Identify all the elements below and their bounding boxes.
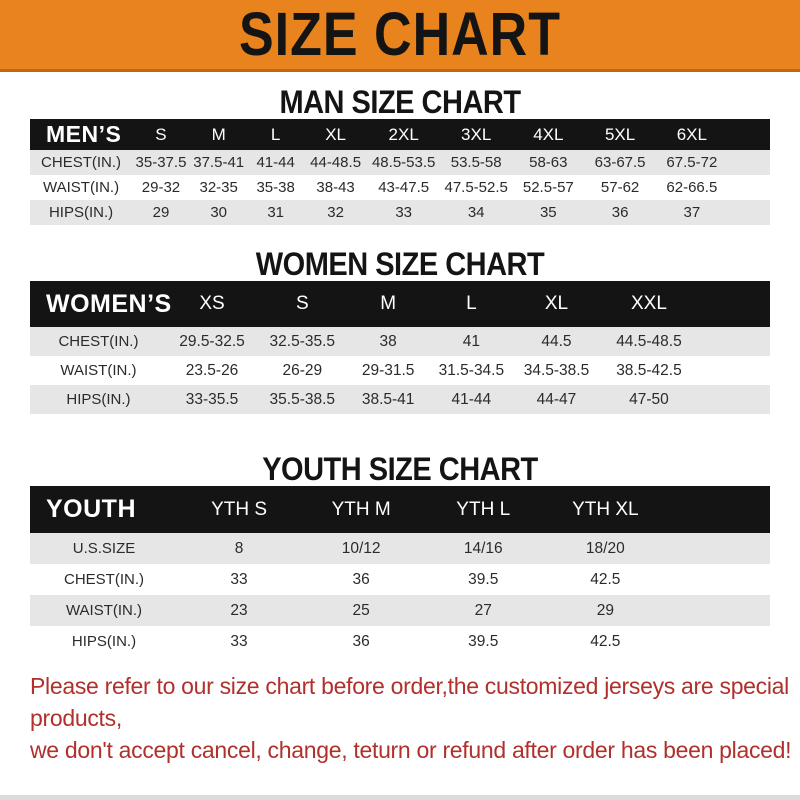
- youth-ussize-row: [30, 533, 770, 564]
- cell: 35.5-38.5: [269, 390, 336, 408]
- youth-size-table: [30, 486, 770, 657]
- women-section-heading-wrap: [0, 249, 800, 281]
- cell: 39.5: [468, 570, 499, 588]
- cell: 32: [327, 204, 344, 221]
- cell: 47.5-52.5: [444, 179, 508, 196]
- cell: 31.5-34.5: [438, 361, 505, 379]
- cell: 23: [230, 601, 248, 619]
- spacer-cell: [666, 595, 770, 626]
- youth-table-title: YOUTH: [46, 495, 136, 523]
- womens-hips-row: [30, 385, 770, 414]
- youth-section-heading-wrap: [0, 454, 800, 486]
- cell: 42.5: [590, 632, 621, 650]
- mens-header-row: [30, 119, 770, 150]
- spacer-cell: [728, 119, 770, 150]
- womens-col-header-xs: XS: [199, 293, 225, 314]
- row-label: CHEST(IN.): [58, 333, 139, 350]
- cell: 37.5-41: [193, 154, 245, 171]
- youth-waist-row: [30, 595, 770, 626]
- cell: 27: [474, 601, 492, 619]
- spacer-cell: [728, 150, 770, 175]
- womens-col-header-xl: XL: [544, 293, 569, 314]
- bottom-edge-strip: [0, 795, 800, 800]
- spacer-cell: [728, 200, 770, 225]
- youth-col-header-s: YTH S: [211, 498, 268, 520]
- cell: 44-48.5: [310, 154, 362, 171]
- cell: 29.5-32.5: [179, 332, 245, 350]
- size-chart-banner: [0, 0, 800, 72]
- cell: 34.5-38.5: [523, 361, 590, 379]
- cell: 31: [267, 204, 284, 221]
- cell: 23.5-26: [185, 361, 239, 379]
- row-label: CHEST(IN.): [41, 154, 122, 171]
- womens-col-header-xxl: XXL: [630, 293, 667, 314]
- cell: 58-63: [529, 154, 568, 171]
- spacer-cell: [666, 533, 770, 564]
- spacer-cell: [699, 385, 770, 414]
- cell: 53.5-58: [450, 154, 502, 171]
- cell: 34: [467, 204, 485, 221]
- womens-waist-row: [30, 356, 770, 385]
- womens-chest-row: [30, 327, 770, 356]
- cell: 18/20: [585, 539, 625, 557]
- cell: 26-29: [282, 361, 323, 379]
- mens-waist-row: [30, 175, 770, 200]
- cell: 33-35.5: [185, 390, 239, 408]
- cell: 10/12: [341, 539, 381, 557]
- spacer-cell: [666, 626, 770, 657]
- youth-col-header-xl: YTH XL: [572, 498, 639, 520]
- cell: 30: [210, 204, 228, 221]
- cell: 37: [683, 204, 701, 221]
- cell: 67.5-72: [666, 154, 718, 171]
- row-label: CHEST(IN.): [64, 571, 144, 588]
- mens-hips-row: [30, 200, 770, 225]
- row-label: WAIST(IN.): [43, 179, 120, 196]
- cell: 8: [234, 539, 244, 557]
- mens-col-header-xl: XL: [325, 124, 346, 144]
- youth-size-chart-heading: YOUTH SIZE CHART: [262, 452, 538, 488]
- cell: 44.5-48.5: [616, 332, 682, 350]
- row-label: WAIST(IN.): [65, 602, 143, 619]
- cell: 36: [352, 632, 370, 650]
- spacer-cell: [699, 356, 770, 385]
- cell: 62-66.5: [666, 179, 718, 196]
- cell: 41: [462, 332, 480, 350]
- cell: 38.5-42.5: [616, 361, 682, 379]
- cell: 29-32: [141, 179, 181, 196]
- womens-col-header-l: L: [466, 293, 477, 314]
- cell: 48.5-53.5: [371, 154, 436, 171]
- womens-size-table: [30, 281, 770, 414]
- cell: 63-67.5: [594, 154, 646, 171]
- cell: 44-47: [536, 390, 577, 408]
- cell: 35-38: [256, 179, 295, 196]
- cell: 29: [152, 204, 170, 221]
- cell: 47-50: [629, 390, 669, 408]
- mens-col-header-s: S: [155, 124, 167, 144]
- cell: 57-62: [600, 179, 640, 196]
- cell: 33: [230, 632, 248, 650]
- youth-col-header-m: YTH M: [331, 498, 391, 520]
- spacer-cell: [699, 327, 770, 356]
- cell: 35-37.5: [135, 154, 187, 171]
- mens-col-header-4xl: 4XL: [533, 124, 564, 144]
- row-label: U.S.SIZE: [72, 540, 136, 557]
- spacer-cell: [728, 175, 770, 200]
- mens-chest-row: [30, 150, 770, 175]
- cell: 36: [352, 570, 370, 588]
- row-label: HIPS(IN.): [48, 204, 114, 221]
- disclaimer-line-1: Please refer to our size chart before order,the customized jerseys are special products,: [30, 673, 789, 731]
- cell: 25: [352, 601, 370, 619]
- row-label: WAIST(IN.): [60, 362, 137, 379]
- womens-table-title: WOMEN’S: [46, 289, 172, 318]
- cell: 44.5: [541, 332, 572, 350]
- cell: 38-43: [316, 179, 355, 196]
- youth-hips-row: [30, 626, 770, 657]
- cell: 42.5: [590, 570, 621, 588]
- row-label: HIPS(IN.): [71, 633, 137, 650]
- cell: 35: [539, 204, 557, 221]
- spacer-cell: [666, 486, 770, 533]
- womens-col-header-m: M: [380, 293, 397, 314]
- mens-table-title: MEN’S: [46, 121, 122, 147]
- women-size-chart-heading: WOMEN SIZE CHART: [255, 247, 545, 283]
- man-size-chart-heading: MAN SIZE CHART: [279, 85, 521, 121]
- cell: 32-35: [199, 179, 238, 196]
- cell: 36: [611, 204, 629, 221]
- disclaimer-note: [0, 670, 800, 766]
- mens-size-table: [30, 119, 770, 225]
- mens-col-header-5xl: 5XL: [604, 124, 636, 144]
- youth-col-header-l: YTH L: [456, 498, 511, 520]
- cell: 33: [230, 570, 248, 588]
- cell: 43-47.5: [378, 179, 430, 196]
- row-label: HIPS(IN.): [66, 391, 131, 408]
- womens-header-row: [30, 281, 770, 327]
- cell: 14/16: [463, 539, 503, 557]
- spacer-cell: [699, 281, 770, 327]
- cell: 29-31.5: [361, 361, 415, 379]
- youth-chest-row: [30, 564, 770, 595]
- cell: 41-44: [451, 390, 492, 408]
- womens-col-header-s: S: [295, 293, 309, 314]
- mens-col-header-3xl: 3XL: [461, 124, 492, 144]
- banner-title: SIZE CHART: [239, 0, 561, 69]
- mens-col-header-m: M: [211, 124, 226, 144]
- cell: 33: [395, 204, 412, 221]
- cell: 41-44: [256, 154, 295, 171]
- cell: 52.5-57: [522, 179, 574, 196]
- man-section-heading-wrap: [0, 87, 800, 119]
- spacer-cell: [666, 564, 770, 595]
- mens-col-header-2xl: 2XL: [388, 124, 419, 144]
- mens-col-header-l: L: [270, 124, 281, 144]
- mens-col-header-6xl: 6XL: [676, 124, 707, 144]
- youth-header-row: [30, 486, 770, 533]
- cell: 38.5-41: [361, 390, 415, 408]
- cell: 38: [379, 332, 397, 350]
- cell: 39.5: [468, 632, 499, 650]
- cell: 32.5-35.5: [269, 332, 336, 350]
- disclaimer-line-2: we don't accept cancel, change, teturn or refund after order has been placed!: [30, 737, 792, 763]
- cell: 29: [596, 601, 614, 619]
